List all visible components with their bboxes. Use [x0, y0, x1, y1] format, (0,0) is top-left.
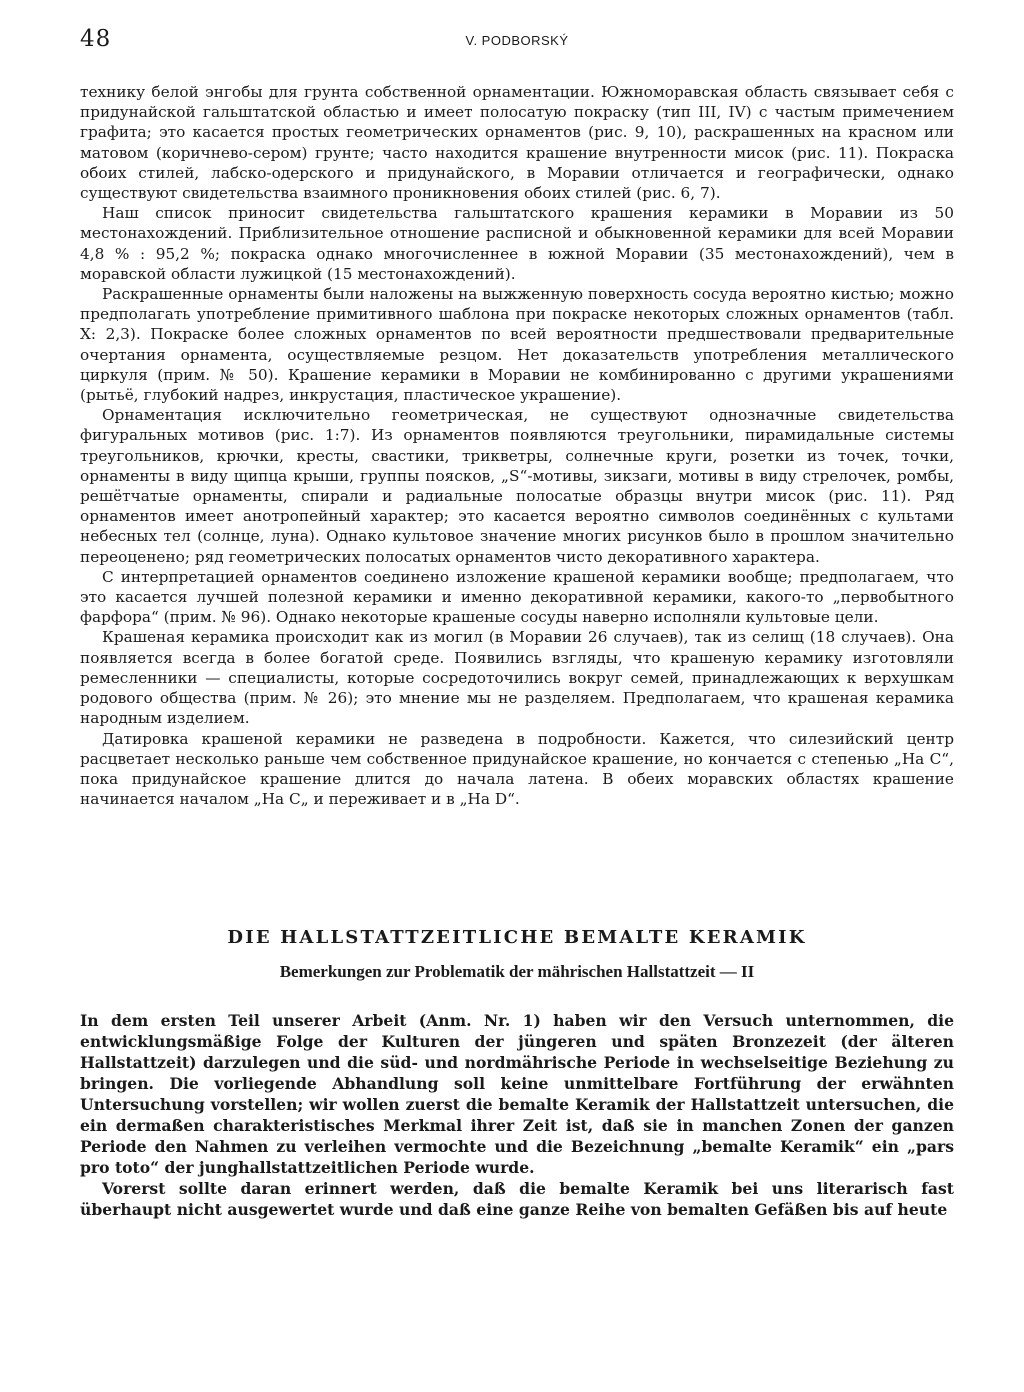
paragraph: Крашеная керамика происходит как из могил (в Моравии 26 случаев), так из селищ (18 случаев). Она появляется всегда в более богатой среде. Появились взгляды, что крашеную керамику изготовляли ремесленники — специалисты, которые сосредоточились вокруг семей, принадлежающих к верхушкам родового общества (прим. № 26); это мнение мы не разделяем. Предполагаем, что крашеная керамика народным изделием.	[80, 628, 954, 728]
paragraph: Орнаментация исключительно геометрическая, не существуют однозначные свидетельства фигуральных мотивов (рис. 1:7). Из орнаментов появляются треугольники, пирамидальные системы треугольников, крючки, кресты, свастики, трикветры, солнечные круги, розетки из точек, точки, орнаменты в виду щипца крыши, группы поясков, „S“-мотивы, зикзаги, мотивы в виду стрелочек, ромбы, решётчатые орнаменты, спирали и радиальные полосатые образцы внутри мисок (рис. 11). Ряд орнаментов имеет анотропейный характер; это касается вероятно символов соединённых с культами небесных тел (солнце, луна). Однако культовое значение многих рисунков было в прошлом значительно переоценено; ряд геометрических полосатых орнаментов чисто декоративного характера.	[80, 406, 954, 566]
paragraph: Vorerst sollte daran erinnert werden, daß die bemalte Keramik bei uns literarisch fast überhaupt nicht ausgewertet wurde und daß eine ganze Reihe von bemalten Gefäßen bis auf heute	[80, 1179, 954, 1220]
section-subheading: Bemerkungen zur Problematik der mährischen Hallstattzeit — II	[279, 962, 755, 982]
german-summary	[80, 1010, 954, 1220]
paragraph: Раскрашенные орнаменты были наложены на выжженную поверхность сосуда вероятно кистью; можно предполагать употребление примитивного шаблона при покраске некоторых сложных орнаментов (табл. X: 2,3). Покраске более сложных орнаментов по всей вероятности предшествовали предварительные очертания орнамента, осуществляемые резцом. Нет доказательств употребления металлического циркуля (прим. № 50). Крашение керамики в Моравии не комбинированно с другими украшениями (рытьё, глубокий надрез, инкрустация, пластическое украшение).	[80, 285, 954, 405]
paragraph: In dem ersten Teil unserer Arbeit (Anm. Nr. 1) haben wir den Versuch unternommen, die entwicklungsmäßige Folge der Kulturen der jüngeren und späten Bronzezeit (der älteren Hallstattzeit) darzulegen und die süd- und nordmährische Periode in wechselseitige Beziehung zu bringen. Die vorliegende Abhandlung soll keine unmittelbare Fortführung der erwähnten Untersuchung vorstellen; wir wollen zuerst die bemalte Keramik der Hallstattzeit untersuchen, die ein dermaßen charakteristisches Merkmal ihrer Zeit ist, daß sie in manchen Zonen der ganzen Periode den Nahmen zu verleihen vermochte und die Bezeichnung „bemalte Keramik“ ein „pars pro toto“ der junghallstattzeitlichen Periode wurde.	[80, 1011, 954, 1178]
page-number: 48	[80, 26, 112, 52]
russian-summary	[80, 82, 954, 809]
running-header	[80, 26, 954, 82]
paragraph: С интерпретацией орнаментов соединено изложение крашеной керамики вообще; предполагаем, что это касается лучшей полезной керамики и именно декоративной керамики, какого-то „первобытного фарфора“ (прим. № 96). Однако некоторые крашеные сосуды наверно исполняли культовые цели.	[80, 567, 954, 627]
paragraph: технику белой энгобы для грунта собственной орнаментации. Южноморавская область связывает себя с придунайской гальштатской областью и имеет полосатую покраску (тип III, IV) с частым примечением графита; это касается простых геометрических орнаментов (рис. 9, 10), раскрашенных на красном или матовом (коричнево-сером) грунте; часто находится крашение внутренности мисок (рис. 11). Покраска обоих стилей, лабско-одерского и придунайского, в Моравии отличается и географически, однако существуют свидетельства взаимного проникновения обоих стилей (рис. 6, 7).	[80, 83, 954, 203]
paragraph: Наш список приносит свидетельства гальштатского крашения керамики в Моравии из 50 местонахождений. Приблизительное отношение расписной и обыкновенной керамики для всей Моравии 4,8 % : 95,2 %; покраска однако многочисленнее в южной Моравии (35 местонахождений), чем в моравской области лужицкой (15 местонахождений).	[80, 204, 954, 283]
running-head-author: V. PODBORSKÝ	[465, 33, 569, 48]
paragraph: Датировка крашеной керамики не разведена в подробности. Кажется, что силезийский центр расцветает несколько раньше чем собственное придунайское крашение, но кончается с степенью „На С“, пока придунайское крашение длится до начала латена. В обеих моравских областях крашение начинается началом „На С„ и переживает и в „На D“.	[80, 729, 954, 809]
document-page	[80, 26, 954, 1376]
section-heading: DIE HALLSTATTZEITLICHE BEMALTE KERAMIK	[227, 927, 807, 949]
